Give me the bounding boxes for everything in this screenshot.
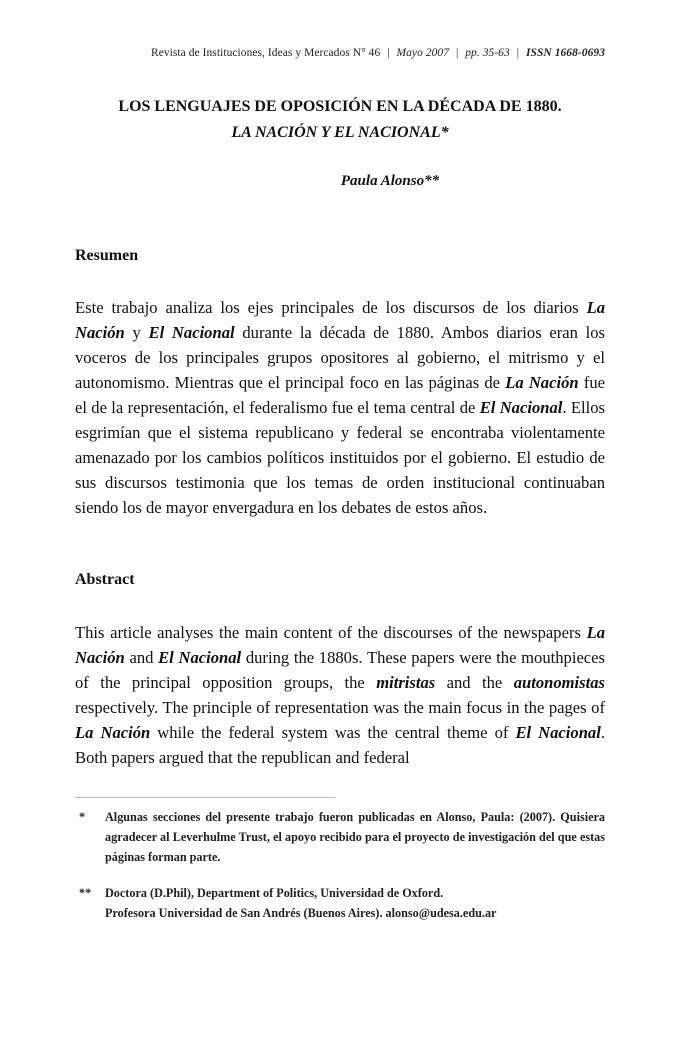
abstract-italic-run: La Nación: [75, 623, 605, 667]
title-line-1: LOS LENGUAJES DE OPOSICIÓN EN LA DÉCADA DE 1880.: [118, 98, 562, 115]
resumen-italic-run: La Nación: [75, 298, 605, 342]
abstract-text-run: during the 1880s. These papers were the mouthpieces of the principal opposition groups, the: [75, 648, 605, 692]
running-header: [151, 47, 605, 59]
resumen-text-run: fue el de la representación, el federalismo fue el tema central de: [75, 373, 605, 417]
footnote-1: [75, 807, 605, 867]
resumen-heading: Resumen: [75, 247, 139, 264]
resumen-italic-run: El Nacional: [479, 398, 563, 417]
abstract-heading: Abstract: [75, 571, 135, 588]
resumen-italic-run: El Nacional: [148, 323, 235, 342]
resumen-paragraph: [75, 295, 605, 520]
header-separator: |: [455, 47, 459, 59]
abstract-italic-run: mitristas: [376, 673, 436, 692]
abstract-italic-run: autonomistas: [513, 673, 605, 692]
abstract-paragraph: [75, 620, 605, 770]
abstract-italic-run: El Nacional: [158, 648, 242, 667]
resumen-text-run: Este trabajo analiza los ejes principales de los discursos de los diarios: [75, 298, 587, 317]
abstract-text-run: This article analyses the main content of the discourses of the newspapers: [75, 623, 587, 642]
abstract-text-run: respectively. The principle of representation was the main focus in the pages of: [75, 698, 605, 717]
journal-name: Revista de Instituciones, Ideas y Mercados N° 46: [150, 47, 381, 59]
abstract-text-run: and the: [435, 673, 514, 692]
footnote-line-2: Profesora Universidad de San Andrés (Buenos Aires). alonso@udesa.edu.ar: [105, 906, 497, 920]
footnote-2: [75, 883, 605, 923]
page-range: pp. 35-63: [465, 47, 510, 59]
abstract-text-run: while the federal system was the central theme of: [150, 723, 516, 742]
footnote-line-1: Doctora (D.Phil), Department of Politics, Universidad de Oxford.: [105, 886, 444, 900]
footnote-marker: **: [79, 886, 92, 900]
abstract-text-run: . Both papers argued that the republican and federal: [75, 723, 605, 767]
resumen-text-run: y: [124, 323, 149, 342]
resumen-text-run: durante la década de 1880. Ambos diarios eran los voceros de los principales grupos opositores al gobierno, el mitrismo y el autonomismo. Mientras que el principal foco en las páginas de: [75, 323, 606, 392]
article-title: [75, 94, 605, 146]
issn: ISSN 1668-0693: [526, 47, 605, 59]
issue-date: Mayo 2007: [396, 47, 450, 59]
title-line-2: LA NACIÓN Y EL NACIONAL*: [231, 124, 449, 141]
header-separator: |: [387, 47, 390, 59]
abstract-italic-run: La Nación: [75, 723, 151, 742]
footnote-marker: *: [79, 810, 86, 824]
abstract-text-run: and: [124, 648, 159, 667]
abstract-italic-run: El Nacional: [515, 723, 601, 742]
author-name: Paula Alonso**: [340, 173, 440, 189]
resumen-text-run: . Ellos esgrimían que el sistema republicano y federal se encontraba violentamente amenazado por los cambios políticos instituidos por el gobierno. El estudio de sus discursos testimonia que los temas de orden institucional continuaban siendo los de mayor envergadura en los debates de estos años.: [75, 398, 605, 517]
footnote-divider: [75, 797, 335, 798]
footnote-text: Algunas secciones del presente trabajo fueron publicadas en Alonso, Paula: (2007). Quisiera agradecer al Leverhulme Trust, el apoyo recibido para el proyecto de investigación del que estas páginas forman parte.: [105, 810, 605, 864]
resumen-italic-run: La Nación: [505, 373, 579, 392]
header-separator: |: [516, 47, 520, 59]
